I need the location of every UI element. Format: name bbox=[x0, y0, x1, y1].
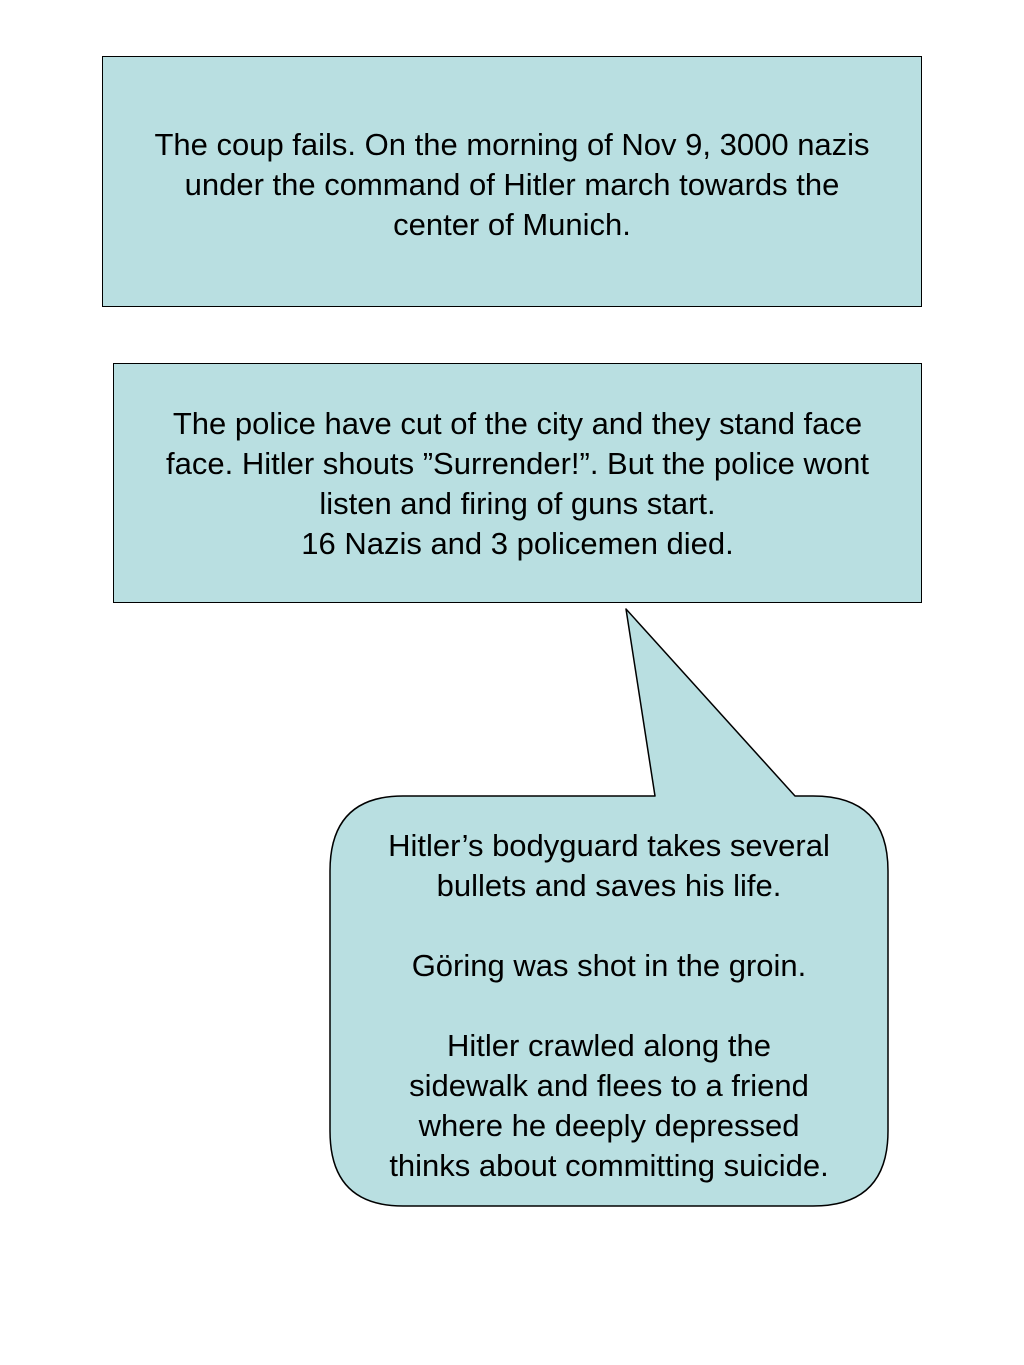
speech-callout-text bbox=[330, 826, 888, 1186]
callout-paragraph-hitler-flees: Hitler crawled along the sidewalk and flees to a friend where he deeply depressed thinks about committing suicide. bbox=[389, 1028, 829, 1183]
text-box-police-text: The police have cut of the city and they stand face face. Hitler shouts ”Surrender!”. But the police wont listen and firing of guns start. 16 Nazis and 3 policemen died. bbox=[166, 406, 869, 561]
text-box-coup-fails-text: The coup fails. On the morning of Nov 9, 3000 nazis under the command of Hitler march towards the center of Munich. bbox=[154, 127, 870, 242]
callout-paragraph-bodyguard: Hitler’s bodyguard takes several bullets and saves his life. bbox=[388, 828, 830, 903]
callout-paragraph-goring: Göring was shot in the groin. bbox=[411, 948, 807, 983]
